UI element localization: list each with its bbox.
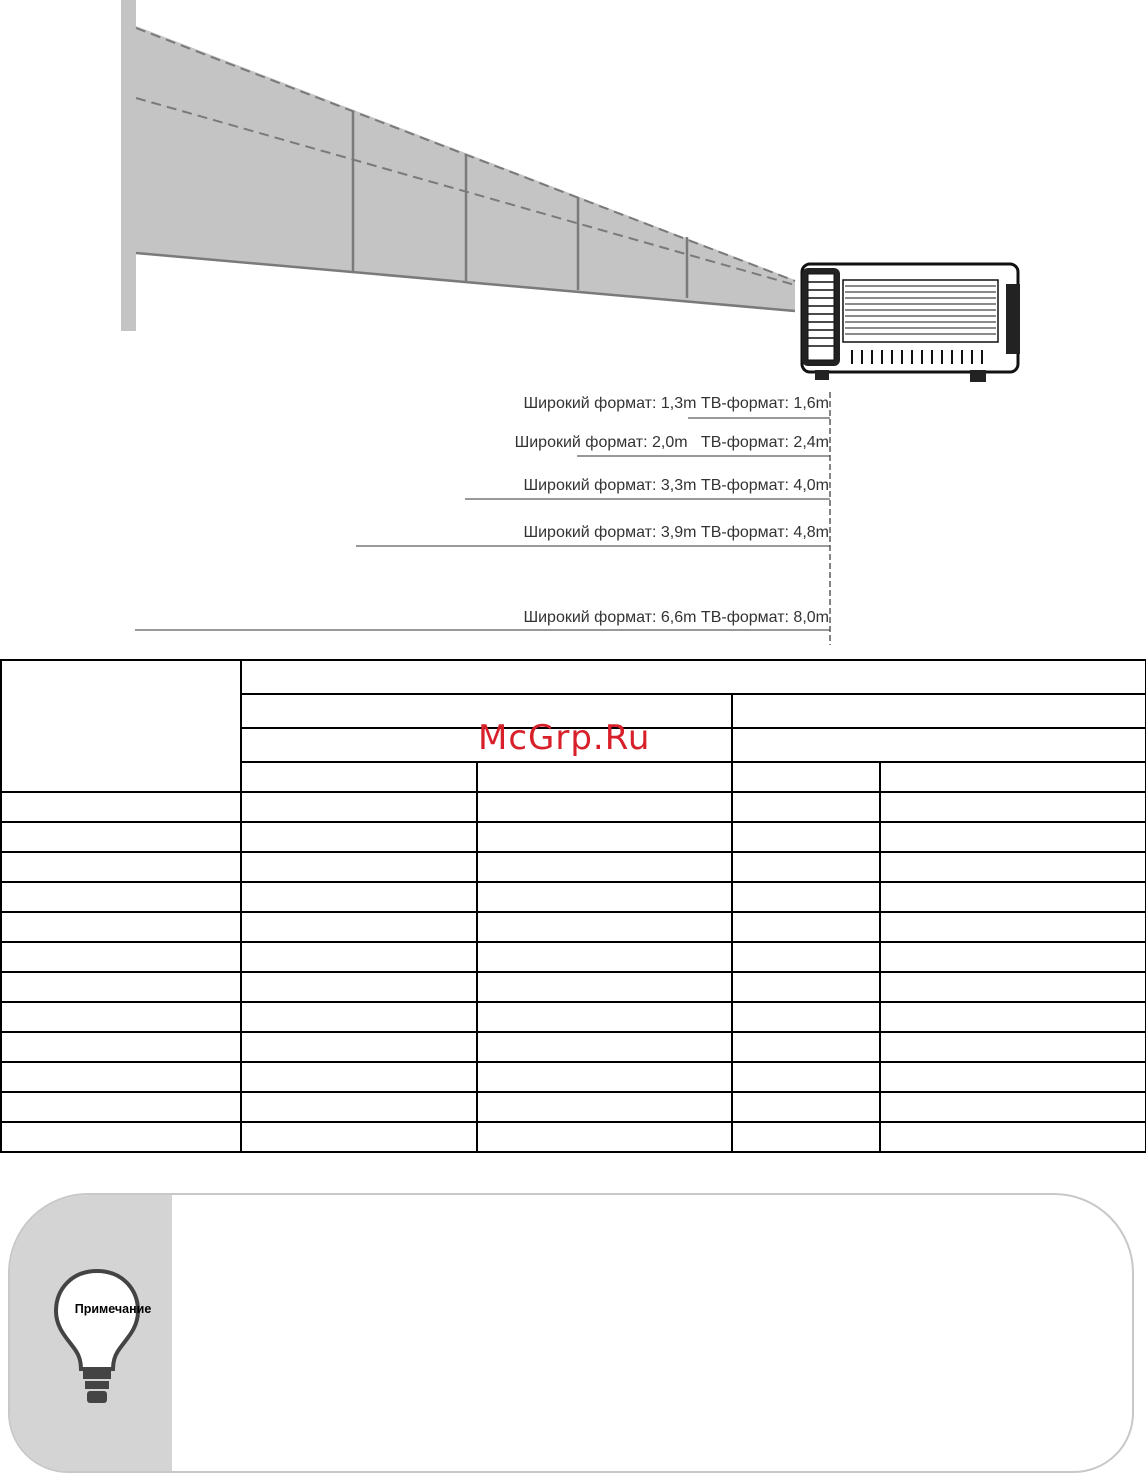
tv-format-distance: ТВ-формат: 1,6m [700,395,829,412]
table-header-cell [477,762,732,792]
table-header-cell [241,660,1146,694]
table-header-cell [732,694,1146,728]
table-header-cell [1,660,241,792]
table-row [1,852,1146,882]
table-row [1,972,1146,1002]
distance-label [515,434,829,452]
lightbulb-icon [52,1267,142,1407]
table-header-row [1,660,1146,694]
table-header-cell [732,762,880,792]
table-row [1,792,1146,822]
table-row [1,822,1146,852]
table-row [1,1002,1146,1032]
projection-wall [121,0,136,331]
table-row [1,942,1146,972]
distance-label [523,395,829,413]
wide-format-distance: Широкий формат: 3,9m [523,524,697,541]
table-row [1,1122,1146,1152]
tv-format-distance: ТВ-формат: 4,0m [700,477,829,494]
distance-label [523,609,829,627]
projector-illustration [802,264,1020,382]
note-box [8,1193,1134,1473]
wide-format-distance: Широкий формат: 3,3m [523,477,697,494]
table-row [1,882,1146,912]
table-header-cell [880,762,1146,792]
wide-format-distance: Широкий формат: 2,0m [514,434,688,451]
wide-format-distance: Широкий формат: 1,3m [523,395,697,412]
tv-format-distance: ТВ-формат: 8,0m [700,609,829,626]
table-header-cell [241,762,477,792]
tv-format-distance: ТВ-формат: 2,4m [700,434,829,451]
table-row [1,1032,1146,1062]
distance-label [523,477,829,495]
distance-label [523,524,829,542]
note-label: Примечание [74,1302,152,1316]
watermark: McGrp.Ru [478,718,651,758]
tv-format-distance: ТВ-формат: 4,8m [700,524,829,541]
projection-diagram [0,0,1146,660]
table-row [1,912,1146,942]
wide-format-distance: Широкий формат: 6,6m [523,609,697,626]
table-row [1,1062,1146,1092]
table-header-cell [732,728,1146,762]
table-row [1,1092,1146,1122]
